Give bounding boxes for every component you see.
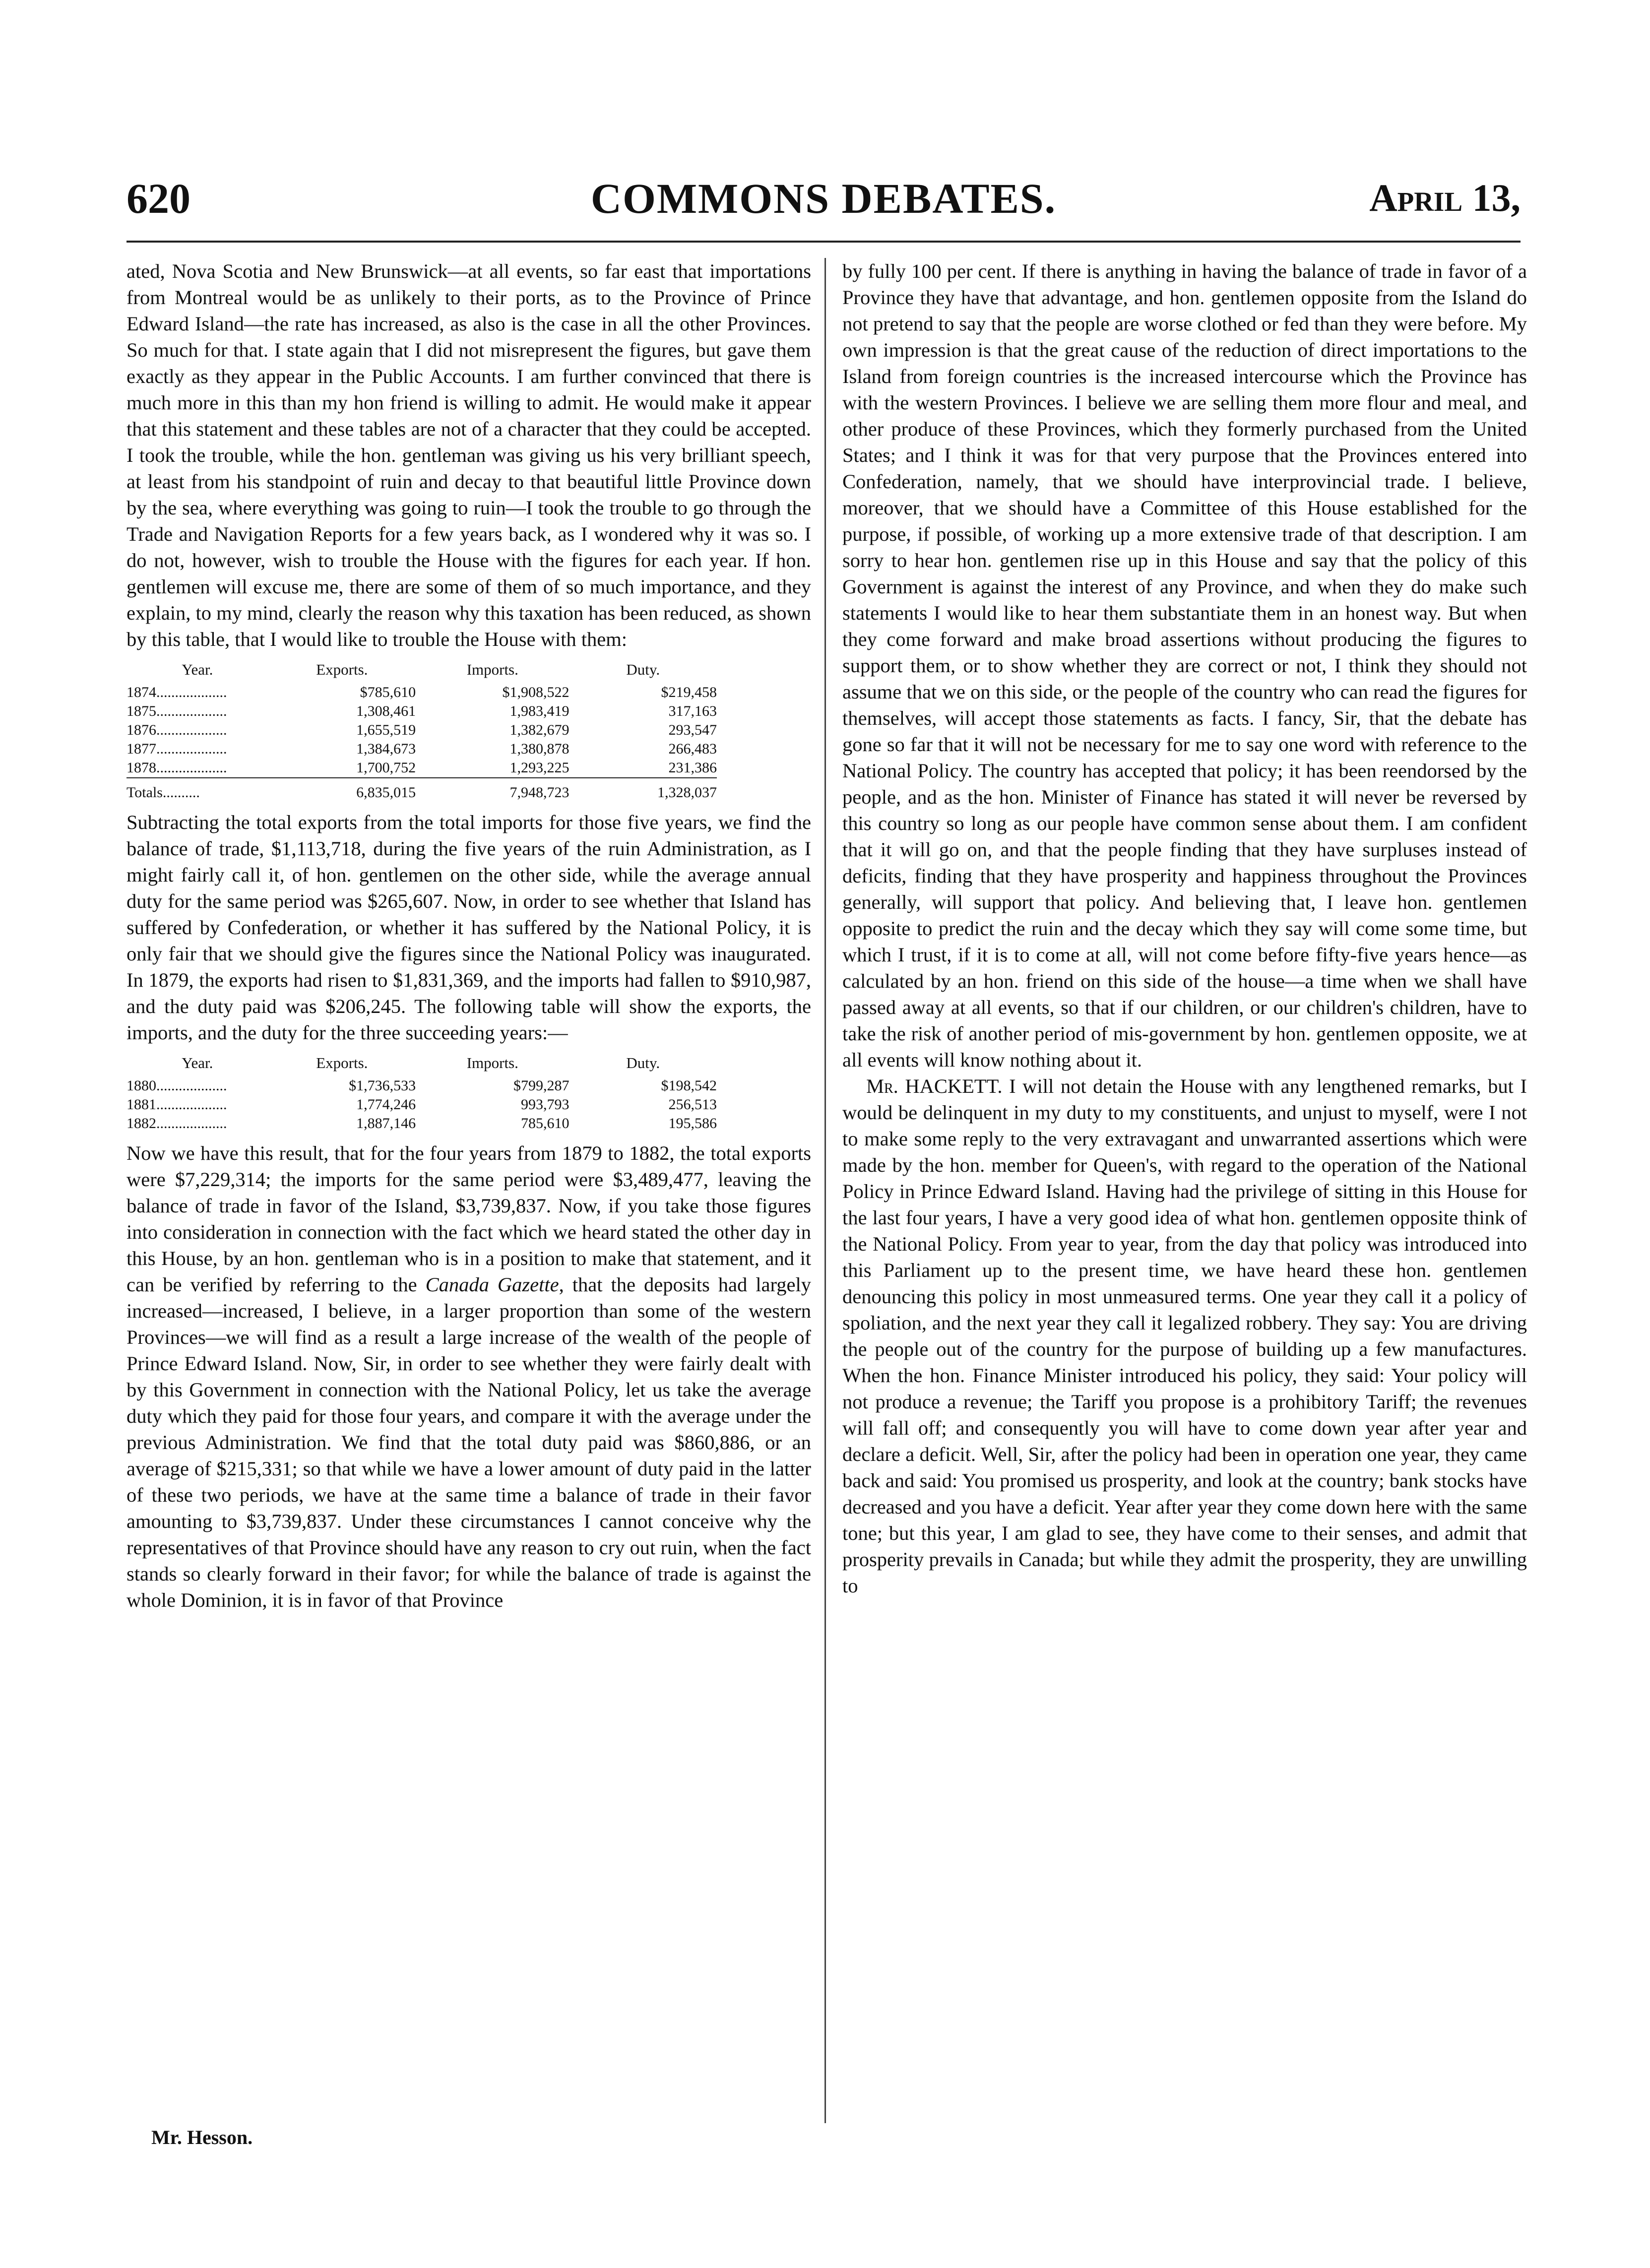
cell-duty: 195,586: [668, 1115, 717, 1132]
cell-exports: 1,308,461: [356, 703, 416, 719]
cell-duty: 231,386: [668, 759, 717, 776]
cell-imports: $1,908,522: [502, 684, 570, 700]
cell-duty: 293,547: [668, 722, 717, 738]
cell-year: 1882...................: [127, 1115, 227, 1132]
cell-imports: 993,793: [520, 1096, 570, 1113]
cell-exports: $1,736,533: [349, 1077, 416, 1094]
canada-gazette-italic: Canada Gazette: [425, 1273, 559, 1296]
page-header: [127, 174, 1521, 233]
col-duty: Duty.: [626, 661, 660, 678]
col-year: Year.: [182, 661, 213, 678]
table-row: [127, 758, 717, 778]
running-footer: Mr. Hesson.: [151, 2126, 253, 2148]
cell-year: 1874...................: [127, 684, 227, 700]
header-rule: [127, 241, 1521, 243]
cell-year: 1881...................: [127, 1096, 227, 1113]
cell-imports: 1,380,878: [509, 741, 570, 757]
cell-imports: 1,382,679: [509, 722, 570, 738]
cell-duty: 266,483: [668, 741, 717, 757]
left-paragraph-3-part-a: Now we have this result, that for the four years from 1879 to 1882, the total exports were $7,229,314; the imports for the same period were $3,489,477, leaving the balance of trade in favor of the Island, $3,739,837. Now, if you take those figures into consideration in connection with the fact which we heard stated the other day in this House, by an hon. gentleman who is in a position to make that statement, and it can be verified by referring to the: [127, 1142, 811, 1296]
right-paragraph-1: by fully 100 per cent. If there is anything in having the balance of trade in favor of a Province they have that advantage, and hon. gentlemen opposite from the Island do not pretend to say that the people are worse clothed or fed than they were before. My own impression is that the great cause of the reduction of direct importations to the Island from foreign countries is the increased intercourse which the Province has with the western Provinces. I believe we are selling them more flour and meal, and other produce of these Provinces, which they formerly purchased from the United States; and I think it was for that very purpose that the Provinces entered into Confederation, namely, that we should have interprovincial trade. I believe, moreover, that we should have a Committee of this House established for the purpose, if possible, of working up a more extensive trade of that description. I am sorry to hear hon. gentlemen rise up in this House and say that the policy of this Government is against the interest of any Province, and when they do make such statements I would like to hear them substantiate them in an honest way. But when they come forward and make broad assertions without producing the figures to support them, or to show whether they are correct or not, I think they should not assume that we on this side, or the people of the country who can read the figures for themselves, will accept those statements as facts. I fancy, Sir, that the debate has gone so far that it will not be necessary for me to say one word with reference to the National Policy. The country has accepted that policy; it has been reendorsed by the people, and as the hon. Minister of Finance has stated it will never be reversed by this country so long as our people have common sense about them. I am confident that it will go on, and that the people finding that they have surpluses instead of deficits, finding that they have prosperity and happiness throughout the Provinces generally, will support that policy. And believing that, I leave hon. gentlemen opposite to predict the ruin and the decay which they say will come some time, but which I trust, if it is to come at all, will not come before fifty-five years hence—as calculated by an hon. friend on this side of the house—a time when we shall have passed away at all events, so that if our children, or our children's children, have to take the risk of another period of mis-government by hon. gentlemen opposite, we at all events will know nothing about it.: [842, 260, 1527, 1071]
table-row: [127, 683, 717, 702]
page-number: 620: [127, 175, 190, 222]
cell-imports: 785,610: [520, 1115, 570, 1132]
trade-table-1874-1878: [127, 660, 717, 802]
left-paragraph-1: ated, Nova Scotia and New Brunswick—at all events, so far east that importations from Montreal would be as unlikely to their ports, as to the Province of Prince Edward Island—the rate has increased, as also is the case in all the other Provinces. So much for that. I state again that I did not misrepresent the figures, but gave them exactly as they appear in the Public Accounts. I am further convinced that there is much more in this than my hon friend is willing to admit. He would make it appear that this statement and these tables are not of a character that they could be accepted. I took the trouble, while the hon. gentleman was giving us his very brilliant speech, at least from his standpoint of ruin and decay to that beautiful little Province down by the sea, where everything was going to ruin—I took the trouble to go through the Trade and Navigation Reports for a few years back, as I wondered why it was so. I do not, however, wish to trouble the House with the figures for each year. If hon. gentlemen will excuse me, there are some of them of so much importance, and they explain, to my mind, clearly the reason why this taxation has been reduced, as shown by this table, that I would like to trouble the House with them:: [127, 260, 812, 650]
table-row: [127, 740, 717, 758]
table-row: [127, 721, 717, 740]
left-paragraph-3-part-b: , that the deposits had largely increased—increased, I believe, in a larger proportion than some of the western Provinces—we will find as a result a large increase of the wealth of the people of Prince Edward Island. Now, Sir, in order to see whether they were fairly dealt with by this Government in connection with the National Policy, let us take the average duty which they paid for those four years, and compare it with the average under the previous Administration. We find that the total duty paid was $860,886, or an average of $215,331; so that while we have a lower amount of duty paid in the latter of these two periods, we have at the same time a balance of trade in their favor amounting to $3,739,837. Under these circumstances I cannot conceive why the representatives of that Province should have any reason to cry out ruin, when the fact stands so clearly forward in their favor; for while the balance of trade is against the whole Dominion, it is in favor of that Province: [127, 1273, 811, 1611]
col-imports: Imports.: [466, 661, 518, 678]
col-exports: Exports.: [316, 1054, 368, 1071]
cell-exports: 1,384,673: [356, 741, 416, 757]
cell-year: 1877...................: [127, 741, 227, 757]
col-year: Year.: [182, 1054, 213, 1071]
cell-duty-total: 1,328,037: [569, 778, 717, 802]
cell-exports: 1,700,752: [356, 759, 416, 776]
cell-duty: 256,513: [668, 1096, 717, 1113]
cell-year: 1880...................: [127, 1077, 227, 1094]
cell-imports: $799,287: [513, 1077, 570, 1094]
cell-exports: $785,610: [360, 684, 416, 700]
cell-exports: 1,887,146: [356, 1115, 416, 1132]
cell-duty: $198,542: [661, 1077, 717, 1094]
col-imports: Imports.: [466, 1054, 518, 1071]
table-row: [127, 1076, 717, 1095]
table-totals-row: [127, 778, 717, 802]
table-header-row: [127, 1054, 717, 1076]
table-row: [127, 702, 717, 721]
page-date: April 13,: [1369, 176, 1521, 219]
right-column: [842, 258, 1527, 1599]
cell-year: 1876...................: [127, 722, 227, 738]
cell-exports: 1,774,246: [356, 1096, 416, 1113]
col-exports: Exports.: [316, 661, 368, 678]
cell-exports: 1,655,519: [356, 722, 416, 738]
speech-text: I will not detain the House with any lengthened remarks, but I would be delinquent in my duty to my constituents, and unjust to myself, were I not to make some reply to the very extravagant and unwarranted assertions which were made by the hon. member for Queen's, with regard to the operation of the National Policy in Prince Edward Island. Having had the privilege of sitting in this House for the last four years, I have a very good idea of what hon. gentlemen opposite think of the National Policy. From year to year, from the day that policy was introduced into this Parliament up to the present time, we have heard these hon. gentlemen denouncing this policy in most unmeasured terms. One year they call it a policy of spoliation, and the next year they call it legalized robbery. They say: You are driving the people out of the country for the purpose of building up a few manufactures. When the hon. Finance Minister introduced his policy, they said: Your policy will not produce a revenue; the Tariff you propose is a prohibitory Tariff; the revenues will fall off; and consequently you will have to come down year after year and declare a deficit. Well, Sir, after the policy had been in operation one year, they came back and said: You promised us prosperity, and look at the country; bank stocks have decreased and you have a deficit. Year after year they come down here with the same tone; but this year, I am glad to see, they have come to their senses, and admit that prosperity prevails in Canada; but while they admit the prosperity, they are unwilling to: [842, 1075, 1527, 1597]
table-header-row: [127, 660, 717, 683]
right-paragraph-2: [842, 1073, 1527, 1599]
left-paragraph-2: Subtracting the total exports from the total imports for those five years, we find the balance of trade, $1,113,718, during the five years of the ruin Administration, as I might fairly call it, of hon. gentlemen on the other side, while the average annual duty for the same period was $265,607. Now, in order to see whether that Island has suffered by Confederation, or whether it has suffered by the National Policy, it is only fair that we should give the figures since the National Policy was inaugurated. In 1879, the exports had risen to $1,831,369, and the imports had fallen to $910,987, and the duty paid was $206,245. The following table will show the exports, the imports, and the duty for the three succeeding years:—: [127, 811, 811, 1044]
cell-totals-label: Totals..........: [127, 778, 268, 802]
cell-imports-total: 7,948,723: [416, 778, 569, 802]
cell-exports-total: 6,835,015: [268, 778, 416, 802]
cell-duty: 317,163: [668, 703, 717, 719]
col-duty: Duty.: [626, 1054, 660, 1071]
left-column: [127, 258, 811, 1613]
cell-year: 1878...................: [127, 759, 227, 776]
left-paragraph-3: [127, 1140, 811, 1613]
page-title: COMMONS DEBATES.: [590, 175, 1057, 222]
table-row: [127, 1095, 717, 1114]
cell-imports: 1,983,419: [509, 703, 570, 719]
table-row: [127, 1114, 717, 1133]
trade-table-1880-1882: [127, 1054, 717, 1133]
cell-imports: 1,293,225: [509, 759, 570, 776]
column-divider: [825, 258, 826, 2123]
cell-year: 1875...................: [127, 703, 227, 719]
speaker-name: Mr. HACKETT.: [866, 1075, 1003, 1097]
cell-duty: $219,458: [661, 684, 717, 700]
